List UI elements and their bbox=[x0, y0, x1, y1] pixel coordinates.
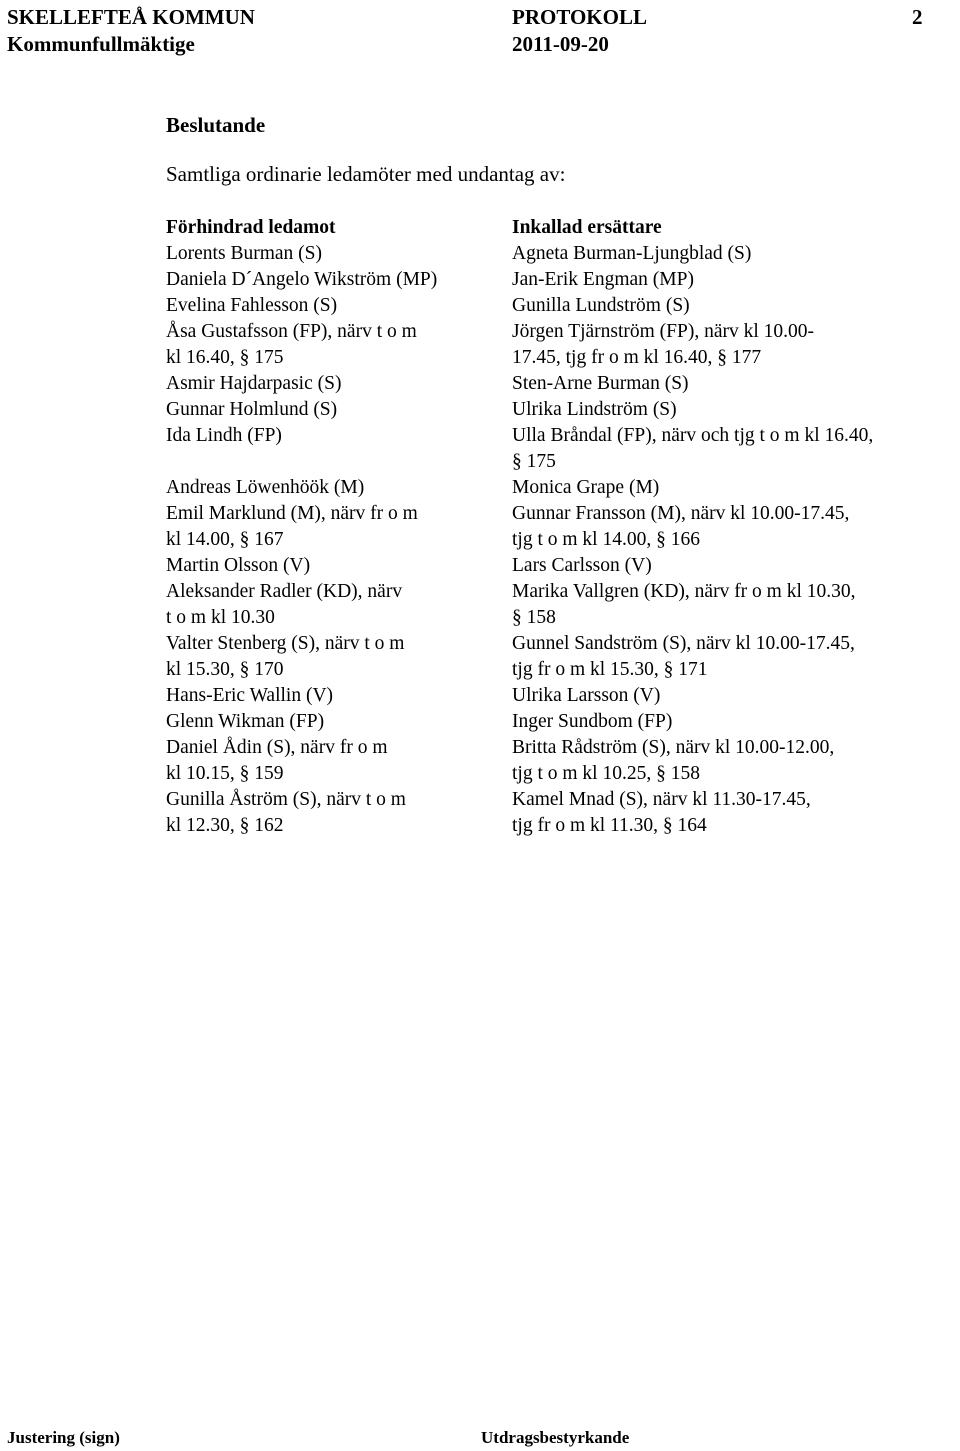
table-row bbox=[166, 501, 946, 553]
absent-member: Aleksander Radler (KD), närv t o m kl 10.30 bbox=[166, 581, 403, 628]
table-row bbox=[166, 631, 946, 683]
table-row bbox=[166, 787, 946, 839]
table-row bbox=[166, 423, 946, 475]
table-header-row bbox=[166, 215, 946, 241]
substitute-member: Jörgen Tjärnström (FP), närv kl 10.00- 17.45, tjg fr o m kl 16.40, § 177 bbox=[512, 321, 815, 368]
absent-member: Daniela D´Angelo Wikström (MP) bbox=[166, 269, 438, 290]
substitute-member: Monica Grape (M) bbox=[512, 477, 660, 498]
absent-member: Daniel Ådin (S), närv fr o m kl 10.15, § 159 bbox=[166, 737, 388, 784]
absent-member: Lorents Burman (S) bbox=[166, 243, 322, 264]
table-row bbox=[166, 735, 946, 787]
header-page-number: 2 bbox=[912, 5, 923, 29]
substitute-member: Ulla Bråndal (FP), närv och tjg t o m kl 16.40, § 175 bbox=[512, 425, 874, 472]
substitute-member: Ulrika Lindström (S) bbox=[512, 399, 677, 420]
substitute-member: Britta Rådström (S), närv kl 10.00-12.00, tjg t o m kl 10.25, § 158 bbox=[512, 737, 835, 784]
substitute-member: Gunnar Fransson (M), närv kl 10.00-17.45, tjg t o m kl 14.00, § 166 bbox=[512, 503, 850, 550]
absent-member: Valter Stenberg (S), närv t o m kl 15.30, § 170 bbox=[166, 633, 405, 680]
table-row bbox=[166, 319, 946, 371]
table-row bbox=[166, 709, 946, 735]
table-row bbox=[166, 397, 946, 423]
substitute-member: Sten-Arne Burman (S) bbox=[512, 373, 689, 394]
header-doc-type: PROTOKOLL bbox=[512, 5, 647, 29]
absent-member: Åsa Gustafsson (FP), närv t o m kl 16.40, § 175 bbox=[166, 321, 417, 368]
members-table bbox=[166, 215, 946, 839]
table-row bbox=[166, 241, 946, 267]
absent-member: Martin Olsson (V) bbox=[166, 555, 311, 576]
absent-member: Gunnar Holmlund (S) bbox=[166, 399, 338, 420]
absent-member: Gunilla Åström (S), närv t o m kl 12.30, § 162 bbox=[166, 789, 406, 836]
header-dept: Kommunfullmäktige bbox=[7, 32, 195, 56]
footer-justering: Justering (sign) bbox=[7, 1428, 120, 1447]
table-row bbox=[166, 683, 946, 709]
absent-member: Andreas Löwenhöök (M) bbox=[166, 477, 365, 498]
absent-member: Emil Marklund (M), närv fr o m kl 14.00, § 167 bbox=[166, 503, 418, 550]
substitute-member: Gunnel Sandström (S), närv kl 10.00-17.45, tjg fr o m kl 15.30, § 171 bbox=[512, 633, 855, 680]
table-row bbox=[166, 293, 946, 319]
table-row bbox=[166, 371, 946, 397]
substitute-member: Jan-Erik Engman (MP) bbox=[512, 269, 694, 290]
substitute-member: Ulrika Larsson (V) bbox=[512, 685, 661, 706]
column-header-substitute: Inkallad ersättare bbox=[512, 217, 662, 238]
column-header-absent: Förhindrad ledamot bbox=[166, 217, 336, 238]
substitute-member: Gunilla Lundström (S) bbox=[512, 295, 690, 316]
substitute-member: Lars Carlsson (V) bbox=[512, 555, 652, 576]
absent-member: Evelina Fahlesson (S) bbox=[166, 295, 338, 316]
header-date: 2011-09-20 bbox=[512, 32, 609, 56]
section-intro: Samtliga ordinarie ledamöter med undantag av: bbox=[166, 162, 566, 186]
table-row bbox=[166, 553, 946, 579]
header-org: SKELLEFTEÅ KOMMUN bbox=[7, 5, 255, 29]
footer-utdragsbestyrkande: Utdragsbestyrkande bbox=[481, 1428, 630, 1447]
substitute-member: Agneta Burman-Ljungblad (S) bbox=[512, 243, 752, 264]
section-title: Beslutande bbox=[166, 113, 266, 137]
substitute-member: Marika Vallgren (KD), närv fr o m kl 10.30, § 158 bbox=[512, 581, 856, 628]
table-row bbox=[166, 475, 946, 501]
absent-member: Glenn Wikman (FP) bbox=[166, 711, 325, 732]
substitute-member: Inger Sundbom (FP) bbox=[512, 711, 673, 732]
absent-member: Asmir Hajdarpasic (S) bbox=[166, 373, 342, 394]
absent-member: Hans-Eric Wallin (V) bbox=[166, 685, 334, 706]
table-row bbox=[166, 267, 946, 293]
absent-member: Ida Lindh (FP) bbox=[166, 425, 282, 446]
substitute-member: Kamel Mnad (S), närv kl 11.30-17.45, tjg fr o m kl 11.30, § 164 bbox=[512, 789, 811, 836]
table-row bbox=[166, 579, 946, 631]
